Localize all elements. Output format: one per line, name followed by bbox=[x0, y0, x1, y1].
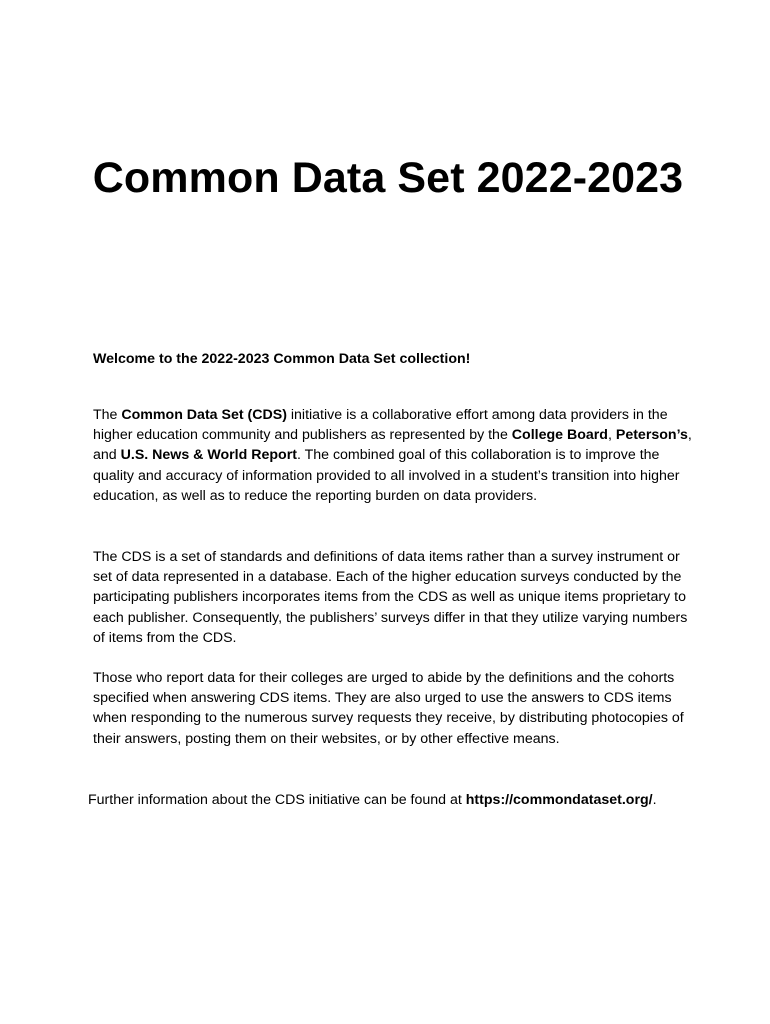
cds-term: Common Data Set (CDS) bbox=[121, 407, 287, 423]
paragraph-cds-definition: The CDS is a set of standards and definitions of data items rather than a survey instrument or set of data represented in a database. Each of the higher education surveys conducted by the participating publishers incorporates items from the CDS as well as unique items proprietary to each publisher. Consequently, the publishers’ surveys differ in that they utilize varying numbers of items from the CDS. bbox=[93, 549, 688, 646]
petersons-name: Peterson’s bbox=[615, 427, 688, 444]
paragraph-cds-intro bbox=[93, 405, 698, 506]
further-information bbox=[88, 790, 657, 810]
cds-website-link[interactable]: https://commondataset.org/ bbox=[465, 792, 653, 808]
welcome-heading: Welcome to the 2022-2023 Common Data Set collection! bbox=[93, 351, 471, 367]
p1-text-3: , bbox=[607, 427, 616, 444]
further-text: Further information about the CDS initiative can be found at bbox=[88, 792, 466, 808]
p1-text-2: initiative is a collaborative effort among data providers in the higher education community and publishers as represented by the bbox=[93, 407, 668, 444]
p1-text-1: The bbox=[93, 407, 122, 423]
p1-text-4: , and bbox=[93, 427, 692, 464]
college-board-name: College Board bbox=[511, 427, 608, 444]
us-news-name: U.S. News & World Report bbox=[120, 447, 297, 464]
p1-text-5: . The combined goal of this collaboration is to improve the quality and accuracy of information provided to all involved in a student’s transition into higher education, as well as to reduce the reporting burden on data providers. bbox=[93, 447, 680, 504]
paragraph-reporting-guidance: Those who report data for their colleges are urged to abide by the definitions and the cohorts specified when answering CDS items. They are also urged to use the answers to CDS items when responding to the numerous survey requests they receive, by distributing photocopies of their answers, posting them on their websites, or by other effective means. bbox=[93, 670, 684, 747]
further-end: . bbox=[652, 792, 657, 808]
document-title: Common Data Set 2022-2023 bbox=[92, 154, 684, 202]
